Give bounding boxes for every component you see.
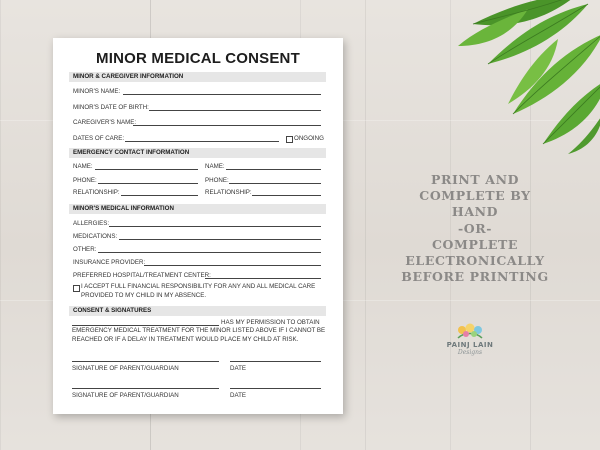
hospital-label: PREFERRED HOSPITAL/TREATMENT CENTER: [73,272,211,279]
accept-line-1: I ACCEPT FULL FINANCIAL RESPONSIBILITY FOR ANY AND ALL MEDICAL CARE [81,283,316,290]
dates-label: DATES OF CARE: [73,135,125,142]
promo-line-5: COMPLETE [431,236,519,252]
insurance-label: INSURANCE PROVIDER: [73,259,146,266]
emergency-relationship-field-1[interactable] [121,195,198,196]
minor-dob-label: MINOR'S DATE OF BIRTH: [73,104,149,111]
insurance-field[interactable] [144,265,321,266]
promo-line-6: ELECTRONICALLY [405,253,545,269]
accept-line-2: PROVIDED TO MY CHILD IN MY ABSENCE. [81,291,207,299]
section-consent-header: CONSENT & SIGNATURES [69,306,326,316]
section-emergency-header: EMERGENCY CONTACT INFORMATION [69,148,326,158]
brand-logo [440,322,500,356]
wood-plank-line [365,0,366,450]
logo-sub: Designs [457,349,483,356]
consent-permission-text: HAS MY PERMISSION TO OBTAIN [221,319,320,326]
emergency-relationship-label-2: RELATIONSHIP: [205,189,252,196]
emergency-name-field-1[interactable] [95,169,198,170]
promo-line-2: COMPLETE BY [419,188,531,204]
emergency-phone-label-2: PHONE: [205,177,229,184]
date-field-2[interactable] [230,388,321,389]
other-label: OTHER: [73,246,97,253]
dates-field[interactable] [125,141,279,142]
signature-label-2: SIGNATURE OF PARENT/GUARDIAN [72,392,179,399]
promo-text [380,172,570,285]
emergency-phone-field-2[interactable] [229,183,321,184]
promo-line-1: PRINT AND [430,172,520,187]
allergies-field[interactable] [109,226,321,227]
emergency-phone-field-1[interactable] [98,183,198,184]
ongoing-label: ONGOING [294,135,324,142]
emergency-relationship-label-1: RELATIONSHIP: [73,189,120,196]
caregiver-label: CAREGIVER'S NAME: [73,119,137,126]
medications-label: MEDICATIONS: [73,233,118,240]
signature-field-1[interactable] [72,361,219,362]
promo-line-7: BEFORE PRINTING [401,269,549,285]
emergency-name-label-1: NAME: [73,163,93,170]
minor-name-label: MINOR'S NAME: [73,88,121,95]
accept-responsibility-text [81,283,315,300]
consent-line-3: REACHED OR IF A DELAY IN TREATMENT WOULD PLACE MY CHILD AT RISK. [72,335,299,343]
ongoing-checkbox[interactable] [286,136,293,143]
medications-field[interactable] [119,239,321,240]
accept-responsibility-checkbox[interactable] [73,285,80,292]
emergency-name-label-2: NAME: [205,163,225,170]
signature-label-1: SIGNATURE OF PARENT/GUARDIAN [72,365,179,372]
logo-name: PAINJ LAIN [446,341,494,349]
section-minor-header: MINOR & CAREGIVER INFORMATION [69,72,326,82]
emergency-name-field-2[interactable] [226,169,321,170]
allergies-label: ALLERGIES: [73,220,110,227]
signature-field-2[interactable] [72,388,219,389]
date-field-1[interactable] [230,361,321,362]
minor-name-field[interactable] [123,94,321,95]
date-label-1: DATE [230,365,247,372]
consent-line-2: EMERGENCY MEDICAL TREATMENT FOR THE MINOR LISTED ABOVE IF I CANNOT BE [72,327,326,334]
consent-form-paper [53,38,343,414]
section-medical-header: MINOR'S MEDICAL INFORMATION [69,204,326,214]
consent-body-text [72,327,332,344]
leaves-decoration [418,0,600,159]
form-title: MINOR MEDICAL CONSENT [96,50,300,67]
emergency-phone-label-1: PHONE: [73,177,97,184]
promo-line-4: -OR- [457,220,493,236]
emergency-relationship-field-2[interactable] [252,195,321,196]
flowers-icon [440,322,500,342]
hospital-field[interactable] [205,278,321,279]
consent-name-field[interactable] [72,325,219,326]
other-field[interactable] [98,252,321,253]
caregiver-field[interactable] [133,125,321,126]
date-label-2: DATE [230,392,247,399]
promo-line-3: HAND [451,204,499,220]
minor-dob-field[interactable] [149,110,321,111]
